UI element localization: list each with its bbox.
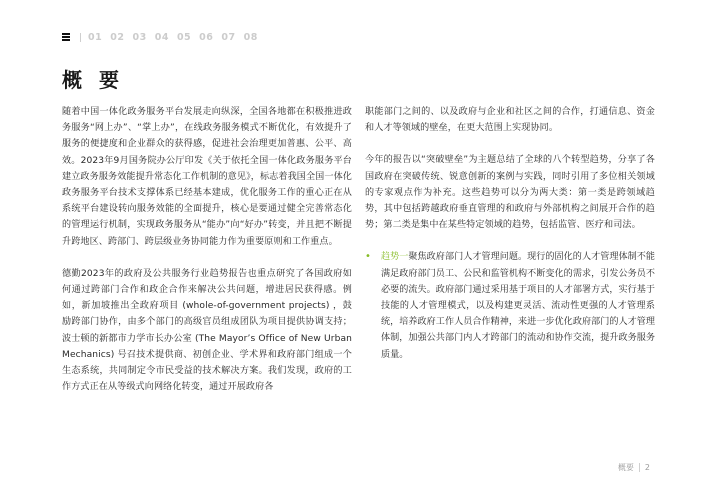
- footer-section: 概要: [617, 463, 634, 472]
- trend-one-text: 聚焦政府部门人才管理问题。现行的固化的人才管理体制不能满足政府部门员工、公民和监管机构不断变化的需求，引发公务员不必要的流失。政府部门通过采用基于项目的人才部署方式，实行基于技能的人才管理模式，以及构建更灵活、流动性更强的人才管理系统，培养政府工作人员合作精神，来进一步优化政府部门的人才管理体制，加强公共部门内人才跨部门的流动和协作交流，提升政务服务质量。: [381, 252, 655, 360]
- nav-page-06[interactable]: 06: [199, 31, 214, 43]
- continuation-paragraph: 职能部门之间的、以及政府与企业和社区之间的合作，打通信息、资金和人才等领域的壁垒，在更大范围上实现协同。: [365, 107, 655, 134]
- right-column: [365, 104, 655, 363]
- bullet-body: [381, 249, 655, 362]
- trend-one-label: 趋势一: [381, 252, 409, 263]
- bullet-dot-icon: •: [365, 251, 371, 263]
- trend-one-bullet: [365, 249, 655, 362]
- page-title: 概 要: [62, 68, 124, 92]
- footer-divider: [639, 463, 640, 472]
- nav-page-01[interactable]: 01: [88, 31, 103, 43]
- nav-page-03[interactable]: 03: [132, 31, 147, 43]
- menu-icon[interactable]: [62, 33, 70, 41]
- deloitte-paragraph: 德勤2023年的政府及公共服务行业趋势报告也重点研究了各国政府如何通过跨部门合作和政企合作来解决公共问题，增进居民获得感。例如，新加坡推出全政府项目 (whole-of-government projects) ，鼓励跨部门协作，由多个部门的高级官员组成团队为项目提供协调支持；波士顿的新都市力学市长办公室 (The Mayor’s Office of New Urban Mechanics) 号召技术提供商、初创企业、学术界和政府部门组成一个生态系统，共同制定令市民受益的技术解决方案。我们发现，政府的工作方式正在从等级式向网络化转变，通过开展政府各: [62, 268, 352, 393]
- left-column: [62, 104, 352, 395]
- nav-page-07[interactable]: 07: [221, 31, 236, 43]
- nav-page-02[interactable]: 02: [110, 31, 125, 43]
- intro-paragraph: 随着中国一体化政务服务平台发展走向纵深，全国各地都在积极推进政务服务“网上办”、“掌上办”，在线政务服务模式不断优化，有效提升了服务的便捷度和企业群众的获得感，促进社会治理更加普惠、公平、高效。2023年9月国务院办公厅印发《关于依托全国一体化政务服务平台建立政务服务效能提升常态化工作机制的意见》，标志着我国全国一体化政务服务平台技术支撑体系已经基本建成，优化服务工作的重心正在从系统平台建设转向服务效能的全面提升，核心是要通过健全完善常态化的管理运行机制，实现政务服务从“能办”向“好办”转变，并且把不断提升跨地区、跨部门、跨层级业务协同能力作为重要原则和工作重点。: [62, 107, 352, 247]
- page-footer: [618, 462, 650, 473]
- nav-page-05[interactable]: 05: [176, 31, 192, 43]
- page-navigation: [62, 30, 266, 44]
- nav-divider: [80, 33, 81, 42]
- nav-page-08[interactable]: 08: [243, 31, 258, 43]
- nav-page-04[interactable]: 04: [154, 31, 169, 43]
- page-number: 2: [644, 463, 650, 472]
- report-summary-paragraph: 今年的报告以“突破壁垒”为主题总结了全球的八个转型趋势，分享了各国政府在突破传统、锐意创新的案例与实践，同时引用了多位相关领域的专家观点作为补充。这些趋势可以分为两大类：第一类是跨领域趋势，其中包括跨越政府垂直管理的和政府与外部机构之间展开合作的趋势；第二类是集中在某些特定领域的趋势，包括监管、医疗和司法。: [365, 155, 655, 231]
